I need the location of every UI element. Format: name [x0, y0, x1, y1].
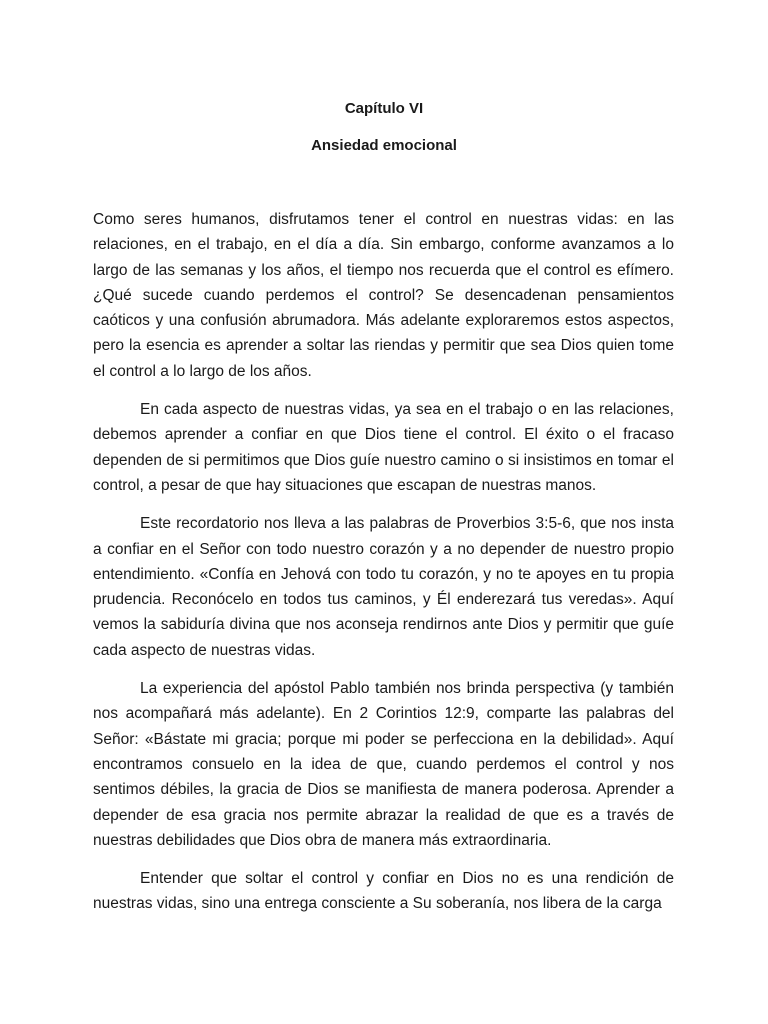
body-text	[93, 207, 674, 930]
paragraph-4: La experiencia del apóstol Pablo también nos brinda perspectiva (y también nos acompañará más adelante). En 2 Corintios 12:9, comparte las palabras del Señor: «Bástate mi gracia; porque mi poder se perfecciona en la debilidad». Aquí encontramos consuelo en la idea de que, cuando perdemos el control y nos sentimos débiles, la gracia de Dios se manifiesta de manera poderosa. Aprender a depender de esa gracia nos permite abrazar la realidad de que es a través de nuestras debilidades que Dios obra de manera más extraordinaria.	[93, 680, 674, 849]
chapter-label: Capítulo VI	[344, 100, 424, 117]
paragraph-2: En cada aspecto de nuestras vidas, ya sea en el trabajo o en las relaciones, debemos aprender a confiar en que Dios tiene el control. El éxito o el fracaso dependen de si permitimos que Dios guíe nuestro camino o si insistimos en tomar el control, a pesar de que hay situaciones que escapan de nuestras manos.	[93, 401, 674, 494]
paragraph-3: Este recordatorio nos lleva a las palabras de Proverbios 3:5-6, que nos insta a confiar en el Señor con todo nuestro corazón y a no depender de nuestro propio entendimiento. «Confía en Jehová con todo tu corazón, y no te apoyes en tu propia prudencia. Reconócelo en todos tus caminos, y Él enderezará tus veredas». Aquí vemos la sabiduría divina que nos aconseja rendirnos ante Dios y permitir que guíe cada aspecto de nuestras vidas.	[93, 515, 674, 659]
chapter-title: Ansiedad emocional	[311, 137, 457, 154]
paragraph-5: Entender que soltar el control y confiar en Dios no es una rendición de nuestras vidas, sino una entrega consciente a Su soberanía, nos libera de la carga	[93, 870, 674, 913]
paragraph-1: Como seres humanos, disfrutamos tener el control en nuestras vidas: en las relaciones, en el trabajo, en el día a día. Sin embargo, conforme avanzamos a lo largo de las semanas y los años, el tiempo nos recuerda que el control es efímero. ¿Qué sucede cuando perdemos el control? Se desencadenan pensamientos caóticos y una confusión abrumadora. Más adelante exploraremos estos aspectos, pero la esencia es aprender a soltar las riendas y permitir que sea Dios quien tome el control a lo largo de los años.	[93, 211, 674, 380]
